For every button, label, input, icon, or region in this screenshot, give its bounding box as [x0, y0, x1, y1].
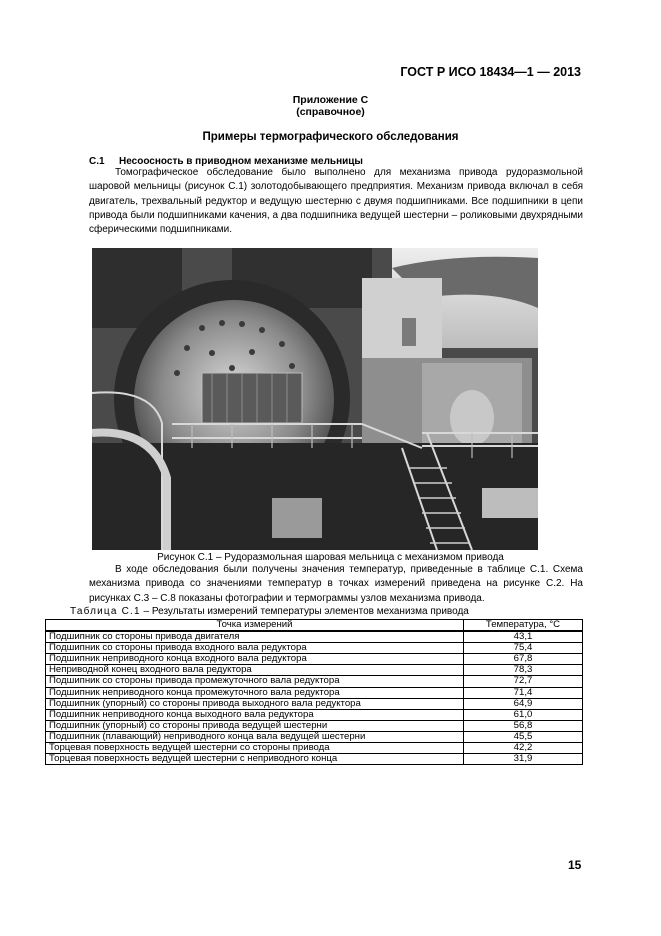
table-row	[46, 676, 583, 687]
temperature-table	[45, 619, 583, 765]
annex-heading	[0, 94, 661, 118]
measurement-point: Подшипник со стороны привода двигателя	[46, 631, 464, 643]
table-header-row	[46, 620, 583, 632]
measurement-point: Подшипник (плавающий) неприводного конца вала ведущей шестерни	[46, 731, 464, 742]
table-row	[46, 687, 583, 698]
measurement-point: Подшипник неприводного конца промежуточного вала редуктора	[46, 687, 464, 698]
measurement-point: Подшипник со стороны привода входного вала редуктора	[46, 643, 464, 654]
temperature-value: 67,8	[464, 654, 583, 665]
table-row	[46, 731, 583, 742]
measurement-point: Торцевая поверхность ведущей шестерни со стороны привода	[46, 743, 464, 754]
paragraph-intro	[89, 166, 583, 237]
temperature-value: 42,2	[464, 743, 583, 754]
measurement-point: Подшипник (упорный) со стороны привода выходного вала редуктора	[46, 698, 464, 709]
ball-mill-photo	[92, 248, 538, 550]
subsection-title: Несоосность в приводном механизме мельницы	[119, 156, 363, 167]
table-row	[46, 754, 583, 765]
measurement-point: Подшипник со стороны привода промежуточного вала редуктора	[46, 676, 464, 687]
measurement-point: Торцевая поверхность ведущей шестерни с неприводного конца	[46, 754, 464, 765]
standard-code: ГОСТ Р ИСО 18434—1 — 2013	[400, 65, 581, 79]
section-title: Примеры термографического обследования	[202, 131, 459, 143]
measurement-point: Подшипник (упорный) со стороны привода ведущей шестерни	[46, 720, 464, 731]
measurement-point: Подшипник неприводного конца входного вала редуктора	[46, 654, 464, 665]
measurement-point: Подшипник неприводного конца выходного вала редуктора	[46, 709, 464, 720]
temperature-value: 75,4	[464, 643, 583, 654]
subsection-number: С.1	[89, 156, 105, 167]
annex-title: Приложение С	[292, 94, 369, 106]
column-header-temperature: Температура, °С	[464, 620, 583, 632]
temperature-value: 72,7	[464, 676, 583, 687]
temperature-value: 45,5	[464, 731, 583, 742]
table-row	[46, 720, 583, 731]
table-row	[46, 743, 583, 754]
annex-subtitle: (справочное)	[296, 106, 365, 118]
column-header-point: Точка измерений	[46, 620, 464, 632]
table-row	[46, 654, 583, 665]
page-number: 15	[568, 858, 582, 872]
figure-caption: Рисунок С.1 – Рудоразмольная шаровая мельница с механизмом привода	[157, 552, 504, 563]
table-row	[46, 698, 583, 709]
temperature-value: 71,4	[464, 687, 583, 698]
temperature-value: 31,9	[464, 754, 583, 765]
table-row	[46, 643, 583, 654]
table-caption-text: – Результаты измерений температуры элементов механизма привода	[140, 606, 469, 617]
paragraph-intro-text: Томографическое обследование было выполнено для механизма привода рудоразмольной шаровой мельницы (рисунок С.1) золотодобывающего предприятия. Механизм привода включал в себя двигатель, трехвальный редуктор и ведущую шестерню с двумя подшипниками. Все подшипники в цепи привода были подшипниками качения, а два подшипника ведущей шестерни – роликовыми двухрядными сферическими подшипниками.	[89, 167, 583, 236]
temperature-value: 64,9	[464, 698, 583, 709]
temperature-value: 61,0	[464, 709, 583, 720]
figure-photo	[92, 248, 538, 550]
temperature-value: 43,1	[464, 631, 583, 643]
table-row	[46, 631, 583, 643]
paragraph-results	[89, 563, 583, 606]
table-row	[46, 709, 583, 720]
measurement-point: Неприводной конец входного вала редуктора	[46, 665, 464, 676]
temperature-value: 78,3	[464, 665, 583, 676]
table-row	[46, 665, 583, 676]
temperature-value: 56,8	[464, 720, 583, 731]
table-caption	[70, 606, 469, 617]
paragraph-results-text: В ходе обследования были получены значения температур, приведенные в таблице С.1. Схема механизма привода со значениями температур в точках измерений приведена на рисунке С.2. На рисунках С.3 – С.8 показаны фотографии и термограммы узлов механизма привода.	[89, 564, 583, 604]
table-caption-label: Таблица С.1	[70, 606, 141, 617]
